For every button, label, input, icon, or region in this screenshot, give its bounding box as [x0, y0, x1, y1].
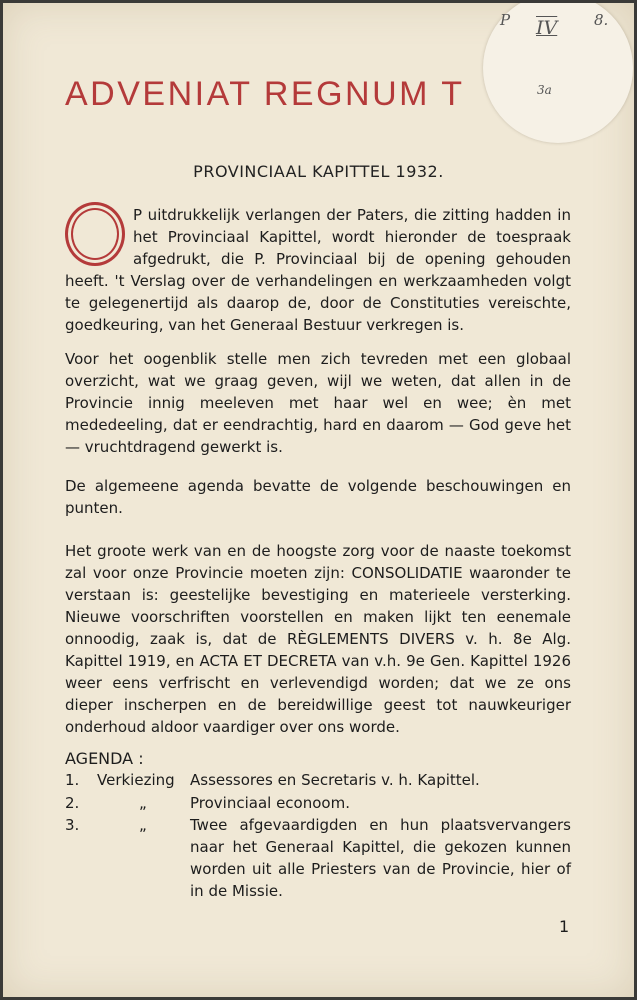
- paragraph-agenda-intro: De algemeene agenda bevatte de volgende beschouwingen en punten.: [65, 477, 571, 517]
- agenda-item-description: Assessores en Secretaris v. h. Kapittel.: [190, 771, 480, 789]
- agenda-item-description: Twee afgevaardigden en hun plaatsvervangers naar het Generaal Kapittel, die gekozen kunnen worden uit alle Priesters van de Provincie, hier of in de Missie.: [190, 816, 571, 900]
- agenda-item-keyword: „: [139, 794, 147, 812]
- agenda-item-description: Provinciaal econoom.: [190, 794, 350, 812]
- document-page: [3, 3, 634, 997]
- intro-paragraph: P uitdrukkelijk verlangen der Paters, die zitting hadden in het Provinciaal Kapittel, wordt hieronder de toespraak afgedrukt, die P. Provinciaal bij de opening gehouden heeft. 't Verslag over de verhandelingen en werkzaamheden volgt te gelegenertijd als daarop de, door de Constituties vereischte, goedkeuring, van het Generaal Bestuur verkregen is.: [65, 206, 571, 334]
- pencil-annotation-ref: 3a: [537, 83, 552, 97]
- page-title: ADVENIAT REGNUM T: [65, 75, 465, 113]
- paragraph-overview: Voor het oogenblik stelle men zich tevreden met een globaal overzicht, wat we graag geven, wijl we weten, dat allen in de Provincie innig meeleven met haar wel en wee; èn met mededeeling, dat er eendrachtig, hard en daarom — God geve het — vruchtdragend gewerkt is.: [65, 350, 571, 456]
- pencil-annotation-volume: IV: [536, 17, 558, 39]
- document-subtitle: PROVINCIAAL KAPITTEL 1932.: [193, 162, 444, 181]
- agenda-item-number: 3.: [65, 816, 80, 834]
- agenda-item-keyword: Verkiezing: [97, 771, 175, 789]
- agenda-title: AGENDA :: [65, 749, 144, 768]
- paragraph-consolidatie: Het groote werk van en de hoogste zorg voor de naaste toekomst zal voor onze Provincie moeten zijn: CONSOLIDATIE waaronder te verstaan is: geestelijke bevestiging en materieele versterking. Nieuwe voorschriften voorstellen en maken lijkt ten eenemale onnoodig, zaak is, dat de RÈGLEMENTS DIVERS v. h. 8e Alg. Kapittel 1919, en ACTA ET DECRETA van v.h. 9e Gen. Kapittel 1926 weer eens verfrischt en verlevendigd worden; dat we ze ons dieper inscherpen en de bereidwillige geest tot nauwkeuriger onderhoud aldoor vaardiger over ons worde.: [65, 542, 571, 736]
- agenda-item-number: 2.: [65, 794, 80, 812]
- page-number: 1: [559, 917, 570, 936]
- pencil-annotation-p: P: [500, 11, 511, 29]
- agenda-item-keyword: „: [139, 816, 147, 834]
- agenda-item-number: 1.: [65, 771, 80, 789]
- pencil-annotation-number: 8.: [594, 11, 609, 29]
